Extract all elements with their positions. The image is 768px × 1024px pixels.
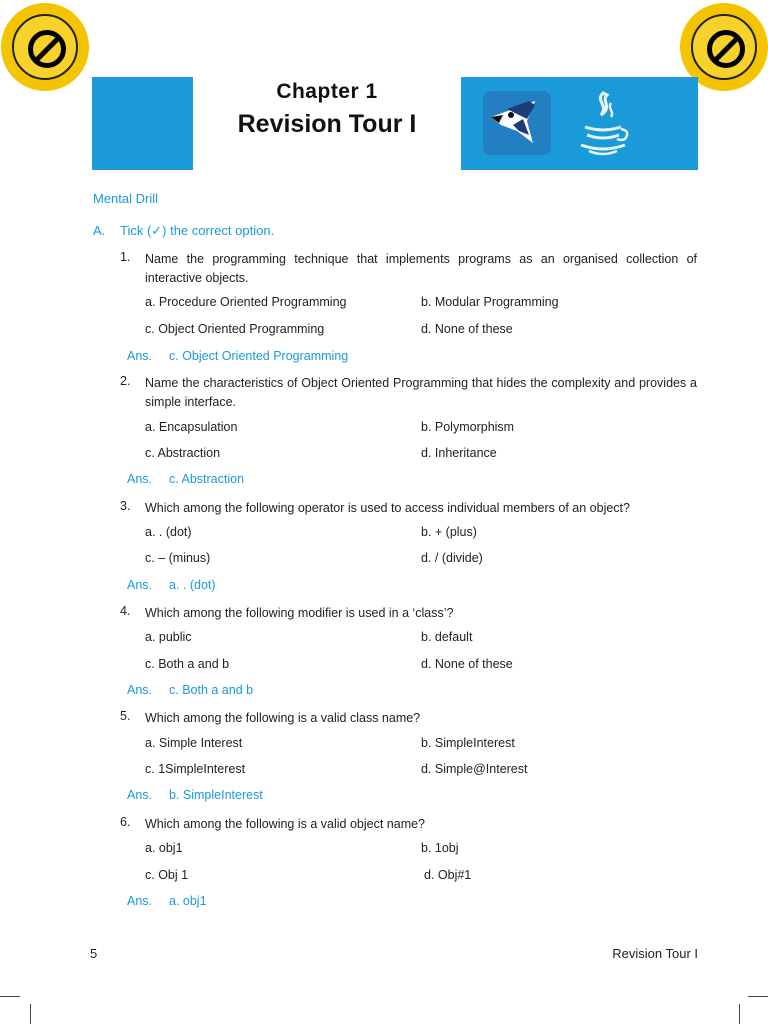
answer bbox=[127, 788, 263, 802]
crop-mark bbox=[748, 996, 768, 997]
answer-label: Ans. bbox=[127, 788, 153, 802]
question-text: Which among the following is a valid object name? bbox=[145, 817, 426, 831]
option-a: a. Simple Interest bbox=[145, 736, 243, 750]
answer bbox=[127, 578, 216, 592]
question-number: 4. bbox=[120, 604, 131, 618]
option-b: b. Polymorphism bbox=[421, 420, 515, 434]
question-text: Which among the following is a valid class name? bbox=[145, 711, 421, 725]
option-c: c. – (minus) bbox=[145, 551, 211, 565]
option-c: c. Obj 1 bbox=[145, 868, 189, 882]
answer bbox=[127, 472, 244, 486]
answer-label: Ans. bbox=[127, 349, 153, 363]
question-text: Which among the following operator is used to access individual members of an object? bbox=[145, 501, 630, 515]
option-c: c. Object Oriented Programming bbox=[145, 322, 325, 336]
answer-text: a. obj1 bbox=[169, 894, 207, 908]
option-a: a. obj1 bbox=[145, 841, 183, 855]
footer-title: Revision Tour I bbox=[612, 946, 698, 961]
option-b: b. Modular Programming bbox=[421, 295, 559, 309]
crop-mark bbox=[30, 1004, 31, 1024]
answer-label: Ans. bbox=[127, 683, 153, 697]
answer-label: Ans. bbox=[127, 472, 153, 486]
option-c: c. Both a and b bbox=[145, 657, 230, 671]
question-number: 2. bbox=[120, 374, 131, 388]
answer bbox=[127, 683, 253, 697]
option-a: a. Procedure Oriented Programming bbox=[145, 295, 347, 309]
watermark-badge-left[interactable] bbox=[4, 6, 86, 88]
option-d: d. None of these bbox=[421, 657, 513, 671]
option-d: d. None of these bbox=[421, 322, 513, 336]
bluej-bird-icon bbox=[483, 91, 551, 155]
crop-mark bbox=[739, 1004, 740, 1024]
chapter-title: Revision Tour I bbox=[237, 110, 417, 138]
option-c: c. Abstraction bbox=[145, 446, 221, 460]
answer bbox=[127, 349, 348, 363]
option-c: c. 1SimpleInterest bbox=[145, 762, 246, 776]
answer-text: c. Object Oriented Programming bbox=[169, 349, 349, 363]
option-d: d. Inheritance bbox=[421, 446, 497, 460]
answer-label: Ans. bbox=[127, 894, 153, 908]
header-logo-panel bbox=[461, 77, 698, 170]
option-d: d. Simple@Interest bbox=[421, 762, 528, 776]
instruction-label: A. bbox=[93, 223, 106, 238]
chapter-label: Chapter 1 bbox=[276, 80, 378, 103]
answer bbox=[127, 894, 207, 908]
answer-text: a. . (dot) bbox=[169, 578, 216, 592]
instruction bbox=[93, 223, 274, 239]
option-a: a. public bbox=[145, 630, 192, 644]
option-b: b. + (plus) bbox=[421, 525, 477, 539]
answer-text: b. SimpleInterest bbox=[169, 788, 263, 802]
option-d: d. / (divide) bbox=[421, 551, 483, 565]
option-a: a. . (dot) bbox=[145, 525, 192, 539]
option-b: b. default bbox=[421, 630, 473, 644]
instruction-text: Tick (✓) the correct option. bbox=[120, 223, 275, 238]
no-entry-badge-icon bbox=[12, 14, 78, 80]
answer-label: Ans. bbox=[127, 578, 153, 592]
question-number: 3. bbox=[120, 499, 131, 513]
section-title: Mental Drill bbox=[93, 191, 159, 206]
answer-text: c. Both a and b bbox=[169, 683, 254, 697]
question-text: Name the programming technique that implements programs as an organised collection of interactive objects. bbox=[145, 252, 697, 285]
crop-mark bbox=[0, 996, 20, 997]
option-d: d. Obj#1 bbox=[424, 868, 472, 882]
question-text: Which among the following modifier is used in a ‘class’? bbox=[145, 606, 454, 620]
option-a: a. Encapsulation bbox=[145, 420, 238, 434]
page-number: 5 bbox=[90, 946, 98, 961]
option-b: b. 1obj bbox=[421, 841, 459, 855]
question-number: 1. bbox=[120, 250, 131, 264]
header-accent-block bbox=[92, 77, 193, 170]
question-number: 6. bbox=[120, 815, 131, 829]
question-number: 5. bbox=[120, 709, 131, 723]
option-b: b. SimpleInterest bbox=[421, 736, 515, 750]
answer-text: c. Abstraction bbox=[169, 472, 245, 486]
watermark-badge-right[interactable] bbox=[683, 6, 765, 88]
no-entry-badge-icon bbox=[691, 14, 757, 80]
question-text: Name the characteristics of Object Oriented Programming that hides the complexity and provides a simple interface. bbox=[145, 376, 697, 409]
java-cup-icon bbox=[573, 89, 633, 159]
